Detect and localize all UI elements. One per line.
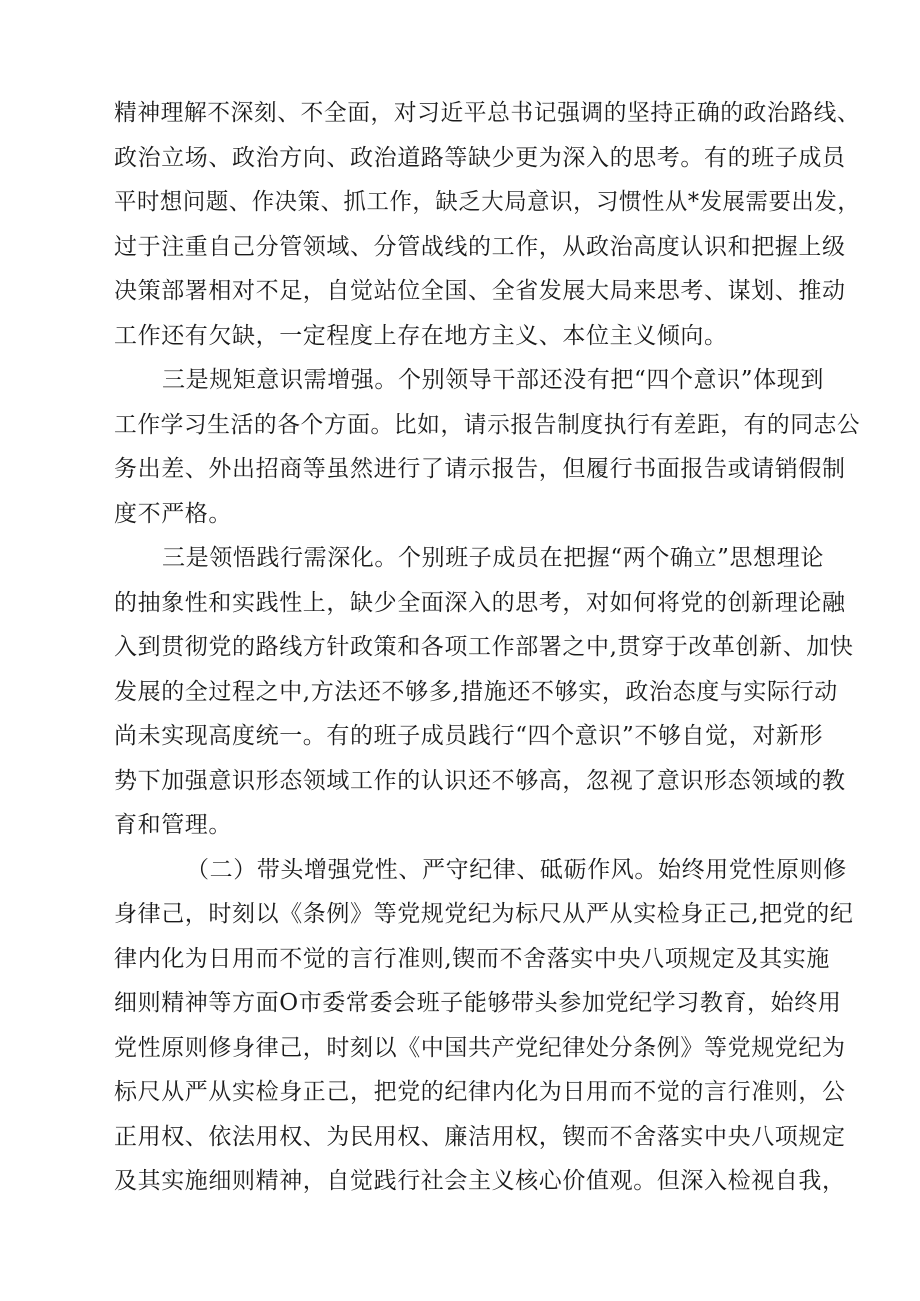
text-line-7: 三是规矩意识需增强。个别领导干部还没有把“四个意识”体现到 xyxy=(162,367,824,393)
text-line-19: 身律己，时刻以《条例》等党规党纪为标尺从严从实检身正己,把党的纪 xyxy=(114,901,854,927)
text-line-5: 决策部署相对不足，自觉站位全国、全省发展大局来思考、谋划、推动 xyxy=(114,278,846,304)
text-line-12: 的抽象性和实践性上，缺少全面深入的思考，对如何将党的创新理论融 xyxy=(114,590,846,616)
text-line-3: 平时想问题、作决策、抓工作，缺乏大局意识，习惯性从*发展需要出发， xyxy=(114,189,861,215)
text-line-22: 党性原则修身律己，时刻以《中国共产党纪律处分条例》等党规党纪为 xyxy=(114,1035,846,1061)
text-line-25: 及其实施细则精神，自觉践行社会主义核心价值观。但深入检视自我， xyxy=(114,1168,846,1194)
text-line-4: 过于注重自己分管领域、分管战线的工作，从政治高度认识和把握上级 xyxy=(114,234,846,260)
text-line-21: 细则精神等方面O市委常委会班子能够带头参加党纪学习教育，始终用 xyxy=(114,990,842,1016)
text-line-15: 尚未实现高度统一。有的班子成员践行“四个意识”不够自觉，对新形 xyxy=(114,723,824,749)
text-line-24: 正用权、依法用权、为民用权、廉洁用权，锲而不舍落实中央八项规定 xyxy=(114,1124,846,1150)
text-line-9: 务出差、外出招商等虽然进行了请示报告，但履行书面报告或请销假制 xyxy=(114,456,846,482)
text-line-11: 三是领悟践行需深化。个别班子成员在把握“两个确立”思想理论 xyxy=(162,545,824,571)
text-line-14: 发展的全过程之中,方法还不够多,措施还不够实，政治态度与实际行动 xyxy=(114,679,838,705)
text-line-17: 育和管理。 xyxy=(114,812,232,838)
text-line-23: 标尺从严从实检身正己，把党的纪律内化为日用而不觉的言行准则，公 xyxy=(114,1079,846,1105)
text-line-6: 工作还有欠缺，一定程度上存在地方主义、本位主义倾向。 xyxy=(114,323,728,349)
text-line-16: 势下加强意识形态领域工作的认识还不够高，忽视了意识形态领域的教 xyxy=(114,768,846,794)
text-line-1: 精神理解不深刻、不全面，对习近平总书记强调的坚持正确的政治路线、 xyxy=(114,100,861,126)
text-line-18: （二）带头增强党性、严守纪律、砥砺作风。始终用党性原则修 xyxy=(186,857,847,883)
text-line-20: 律内化为日用而不觉的言行准则,锲而不舍落实中央八项规定及其实施 xyxy=(114,946,830,972)
text-line-13: 入到贯彻党的路线方针政策和各项工作部署之中,贯穿于改革创新、加快 xyxy=(114,634,854,660)
text-line-8: 工作学习生活的各个方面。比如，请示报告制度执行有差距，有的同志公 xyxy=(114,412,861,438)
text-line-10: 度不严格。 xyxy=(114,501,232,527)
text-line-2: 政治立场、政治方向、政治道路等缺少更为深入的思考。有的班子成员 xyxy=(114,145,846,171)
